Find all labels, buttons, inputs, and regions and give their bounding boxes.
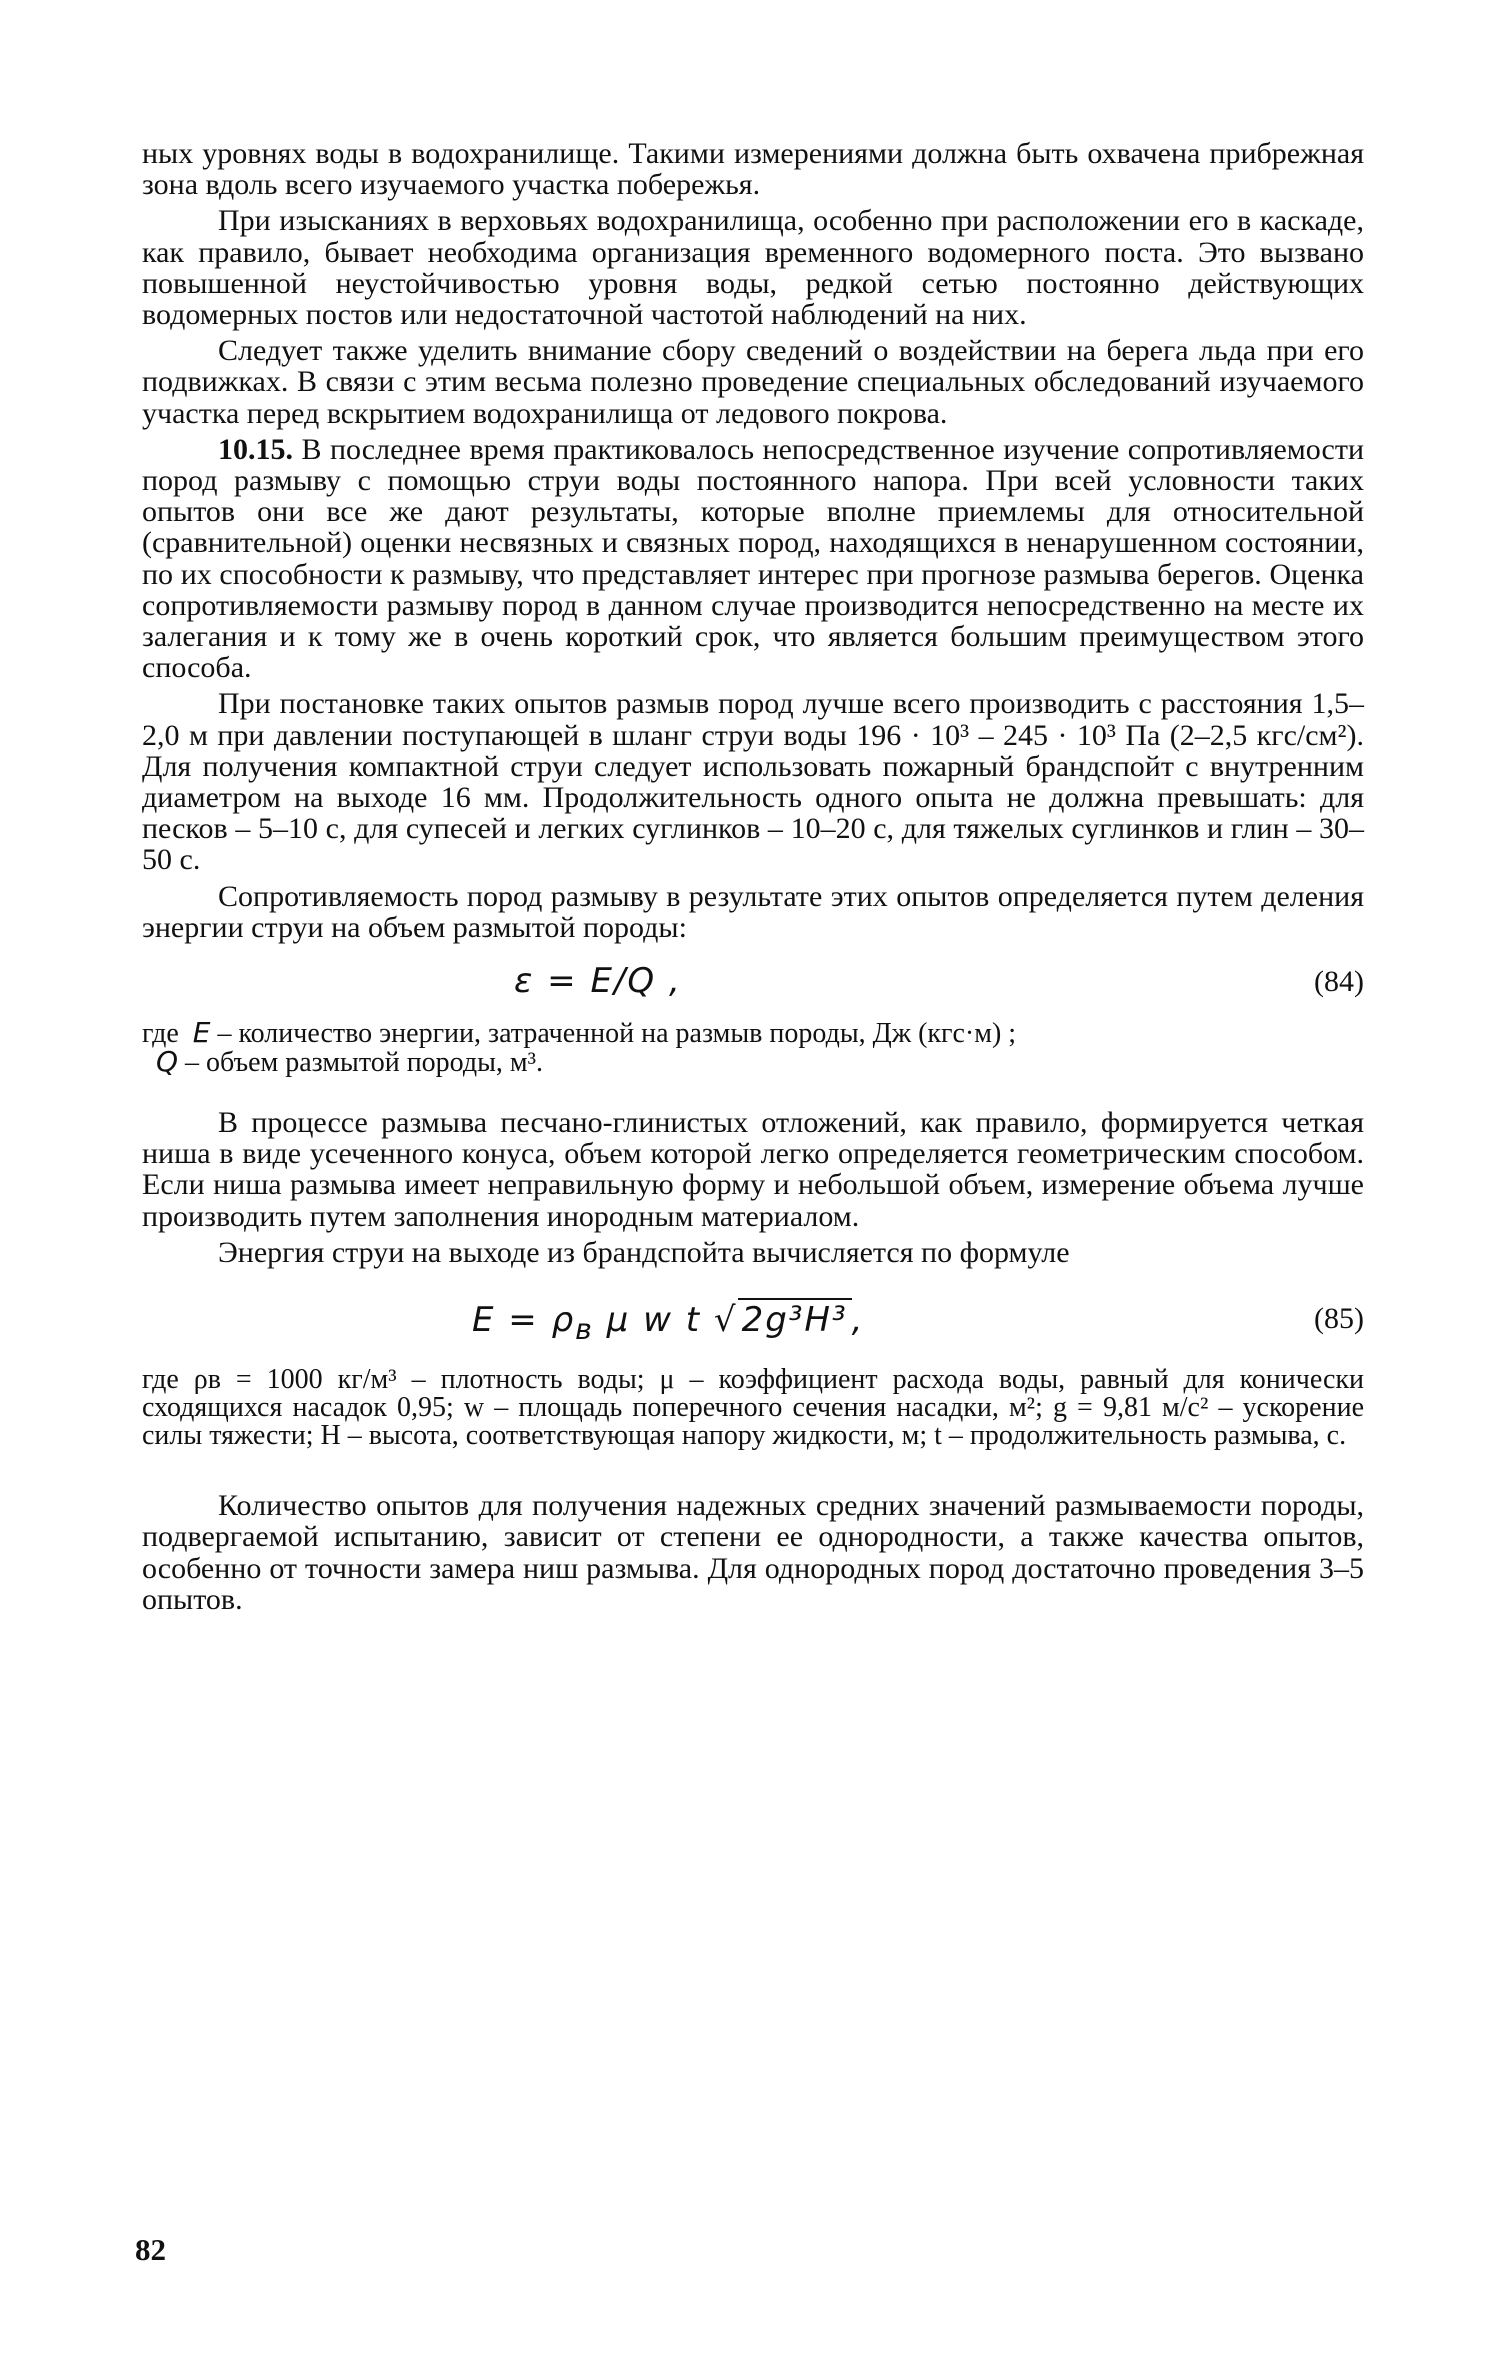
- formula-84: [142, 957, 1364, 1005]
- body-text: [142, 138, 1364, 1615]
- formula-85-legend: где ρв = 1000 кг/м³ – плотность воды; μ – коэффициент расхода воды, равный для конически сходящихся насадок 0,95; w – площадь поперечного сечения насадки, м²; g = 9,81 м/с² – ускорение силы тяжести; H – высота, соответствующая напору жидкости, м; t – продолжительность размыва, с.: [142, 1364, 1364, 1452]
- paragraph-8: Энергия струи на выходе из брандспойта вычисляется по формуле: [218, 1235, 1070, 1269]
- symbol-q: Q: [156, 1045, 179, 1079]
- legend-energy-text: – количество энергии, затраченной на размыв породы, Дж (кгс·м) ;: [210, 1018, 1017, 1050]
- formula-85-middle: μ w t: [593, 1300, 714, 1341]
- where-word: где: [142, 1018, 179, 1050]
- formula-84-expression: ε = E/Q ,: [514, 961, 682, 1002]
- paragraph-4-text: В последнее время практиковалось непосредственное изучение сопротивляемости пород размыву с помощью струи воды постоянного напора. При всей условности таких опытов они все же дают результаты, которые вполне приемлемы для относительной (сравнительной) оценки несвязных и связных пород, находящихся в ненарушенном состоянии, по их способности к размыву, что представляет интерес при прогнозе размыва берегов. Оценка сопротивляемости размыву пород в данном случае производится непосредственно на месте их залегания и к тому же в очень короткий срок, что является большим преимуществом этого способа.: [142, 432, 1365, 685]
- formula-85-root: 2g³H³: [738, 1298, 852, 1340]
- paragraph-2: При изысканиях в верховьях водохранилища, особенно при расположении его в каскаде, как правило, бывает необходима организация временного водомерного поста. Это вызвано повышенной неустойчивостью уровня воды, редкой сетью постоянно действующих водомерных постов или недостаточной частотой наблюдений на них.: [142, 204, 1364, 332]
- formula-85: [142, 1294, 1364, 1352]
- symbol-e: E: [192, 1016, 211, 1050]
- paragraph-4: [142, 434, 1364, 684]
- paragraph-9: Количество опытов для получения надежных средних значений размываемости породы, подвергаемой испытанию, зависит от степени ее однородности, а также качества опытов, особенно от точности замера ниш размыва. Для однородных пород достаточно проведения 3–5 опытов.: [142, 1489, 1364, 1616]
- legend-volume-text: – объем размытой породы, м³.: [178, 1047, 544, 1079]
- formula-84-legend: [142, 1016, 1364, 1079]
- page-number: 82: [135, 2232, 166, 2267]
- formula-84-number: (84): [1314, 965, 1364, 999]
- paragraph-5: При постановке таких опытов размыв пород лучше всего производить с расстояния 1,5–2,0 м при давлении поступающей в шланг струи воды 196 · 10³ – 245 · 10³ Па (2–2,5 кгс/см²). Для получения компактной струи следует использовать пожарный брандспойт с внутренним диаметром на выходе 16 мм. Продолжительность одного опыта не должна превышать: для песков – 5–10 с, для супесей и легких суглинков – 10–20 с, для тяжелых суглинков и глин – 30–50 с.: [142, 687, 1364, 877]
- paragraph-1: ных уровнях воды в водохранилище. Такими измерениями должна быть охвачена прибрежная зона вдоль всего изучаемого участка побережья.: [142, 137, 1364, 202]
- legend-line-energy: [142, 1016, 1364, 1050]
- section-number: 10.15.: [218, 432, 293, 466]
- legend-line-volume: [142, 1045, 1364, 1079]
- formula-85-number: (85): [1314, 1302, 1364, 1336]
- paragraph-3: Следует также уделить внимание сбору сведений о воздействии на берега льда при его подвижках. В связи с этим весьма полезно проведение специальных обследований изучаемого участка перед вскрытием водохранилища от ледового покрова.: [142, 334, 1364, 430]
- formula-85-subscript: в: [575, 1312, 594, 1346]
- formula-85-end: ,: [851, 1300, 865, 1341]
- paragraph-6: Сопротивляемость пород размыву в результате этих опытов определяется путем деления энергии струи на объем размытой породы:: [142, 879, 1364, 944]
- formula-85-left: E = ρ: [472, 1300, 576, 1341]
- paragraph-7: В процессе размыва песчано-глинистых отложений, как правило, формируется четкая ниша в виде усеченного конуса, объем которой легко определяется геометрическим способом. Если ниша размыва имеет неправильную форму и небольшой объем, измерение объема лучше производить путем заполнения инородным материалом.: [142, 1106, 1364, 1233]
- formula-85-expression: $E = \rho_в$ μ w t √ 2g³H³ ,: [472, 1300, 865, 1346]
